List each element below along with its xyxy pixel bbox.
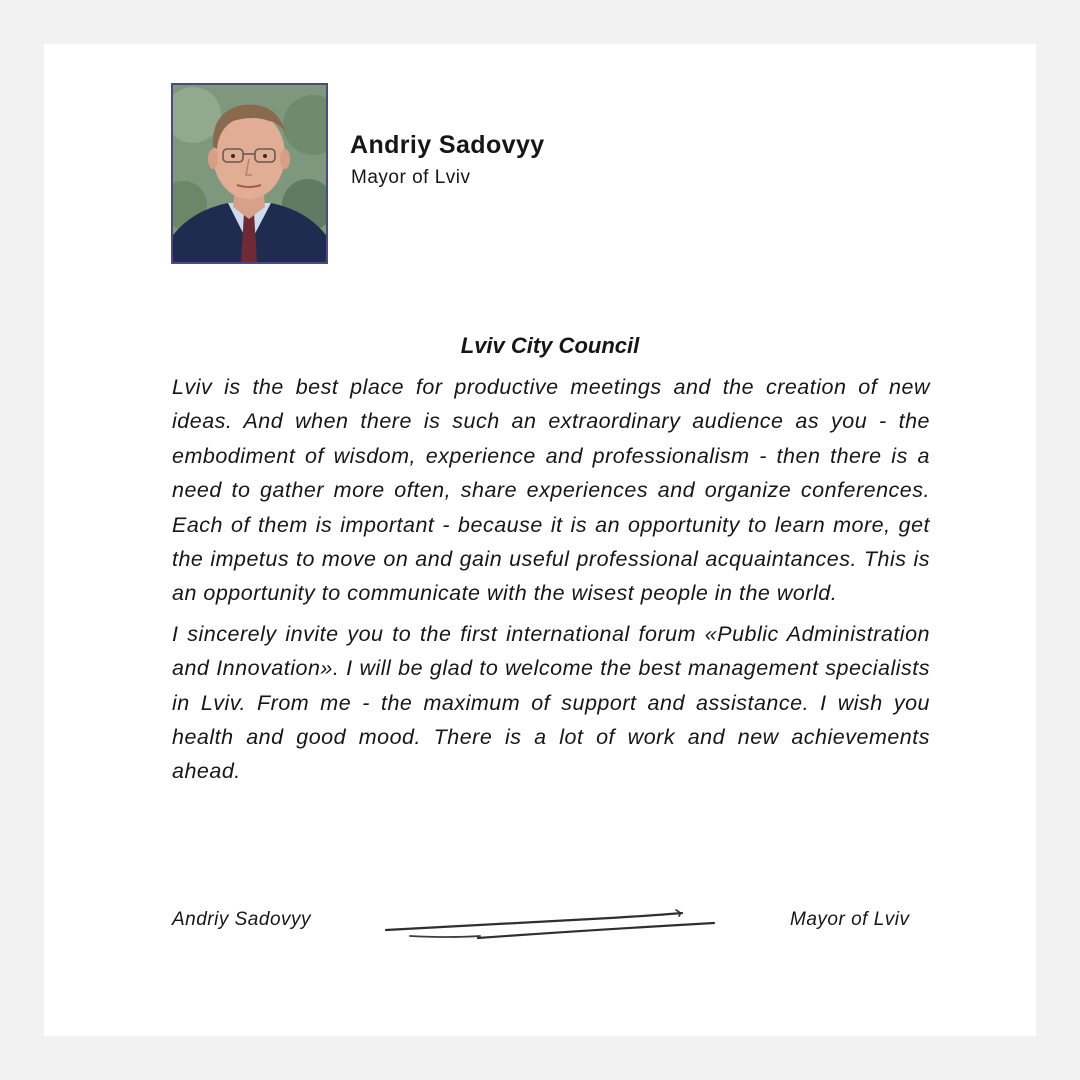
signer-role: Mayor of Lviv: [790, 909, 910, 930]
letter-paragraph: Lviv is the best place for productive meetings and the creation of new ideas. And when there is such an extraordinary audience as you - the embodiment of wisdom, experience and professionalism - then there is a need to gather more often, share experiences and organize conferences. Each of them is important - because it is an opportunity to learn more, get the impetus to move on and gain useful professional acquaintances. This is an opportunity to communicate with the wisest people in the world.: [172, 375, 930, 606]
portrait-illustration: [173, 85, 326, 262]
profile-name: Andriy Sadovyy: [350, 131, 545, 159]
signature-icon: [370, 880, 750, 960]
letter-body: [172, 370, 930, 789]
letter-heading: Lviv City Council: [460, 333, 640, 358]
portrait-photo: [171, 83, 328, 264]
profile-role: Mayor of Lviv: [351, 167, 471, 188]
signer-name: Andriy Sadovyy: [172, 909, 312, 930]
letter-paragraph: I sincerely invite you to the first international forum «Public Administration and Innovation». I will be glad to welcome the best management specialists in Lviv. From me - the maximum of support and assistance. I wish you health and good mood. There is a lot of work and new achievements ahead.: [172, 621, 930, 784]
